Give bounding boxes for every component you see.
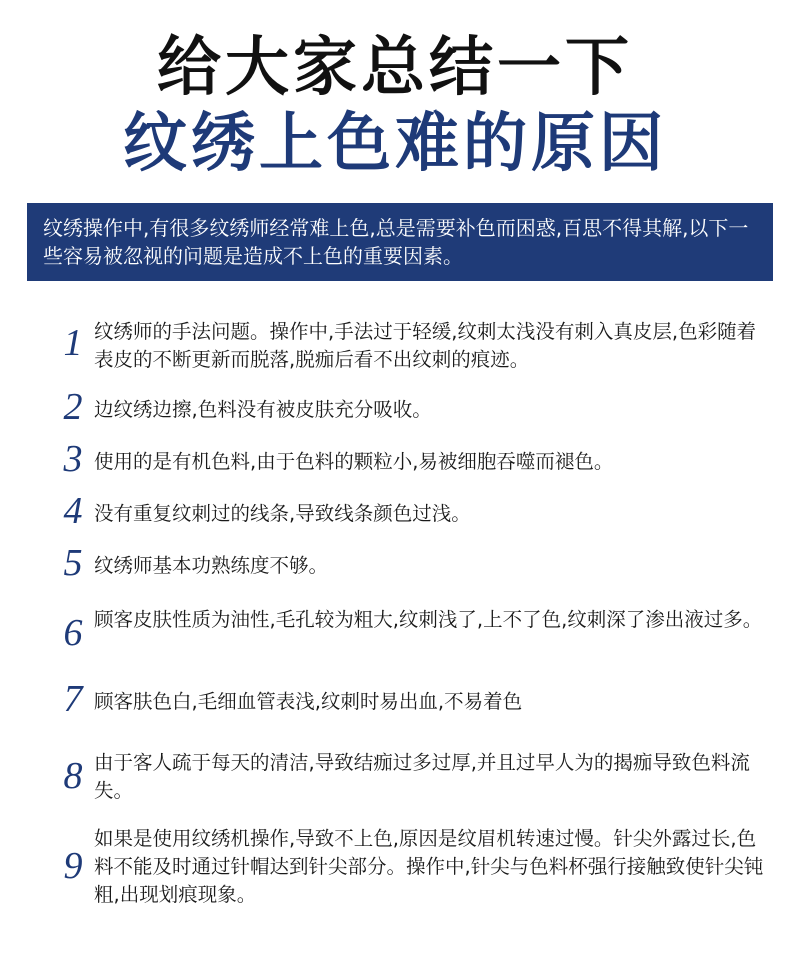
item-text: 如果是使用纹绣机操作,导致不上色,原因是纹眉机转速过慢。针尖外露过长,色料不能及时通过针帽达到针尖部分。操作中,针尖与色料杯强行接触致使针尖钝粗,出现划痕现象。 [94,827,764,906]
item-text: 边纹绣边擦,色料没有被皮肤充分吸收。 [94,398,432,421]
item-number: 5 [63,542,83,584]
item-number: 1 [63,322,83,364]
intro-text: 纹绣操作中,有很多纹绣师经常难上色,总是需要补色而困惑,百思不得其解,以下一些容易被忽视的问题是造成不上色的重要因素。 [43,216,749,268]
intro-banner [27,203,773,281]
item-text: 没有重复纹刺过的线条,导致线条颜色过浅。 [94,502,471,525]
item-number: 2 [63,386,83,428]
item-number: 3 [63,438,83,480]
item-number: 9 [63,845,83,887]
item-text: 顾客肤色白,毛细血管表浅,纹刺时易出血,不易着色 [94,690,523,713]
item-text: 顾客皮肤性质为油性,毛孔较为粗大,纹刺浅了,上不了色,纹刺深了渗出液过多。 [94,608,763,631]
item-text: 使用的是有机色料,由于色料的颗粒小,易被细胞吞噬而褪色。 [94,450,614,473]
item-number: 4 [63,490,83,532]
item-text: 纹绣师的手法问题。操作中,手法过于轻缓,纹刺太浅没有刺入真皮层,色彩随着表皮的不断更新而脱落,脱痂后看不出纹刺的痕迹。 [94,320,757,371]
item-text: 纹绣师基本功熟练度不够。 [94,554,329,577]
item-number: 6 [63,612,83,654]
title-line-2: 纹绣上色难的原因 [123,107,667,181]
item-number: 8 [63,755,83,797]
item-text: 由于客人疏于每天的清洁,导致结痂过多过厚,并且过早人为的揭痂导致色料流失。 [94,751,750,802]
item-number: 7 [63,678,83,720]
title-line-1: 给大家总结一下 [157,31,633,105]
